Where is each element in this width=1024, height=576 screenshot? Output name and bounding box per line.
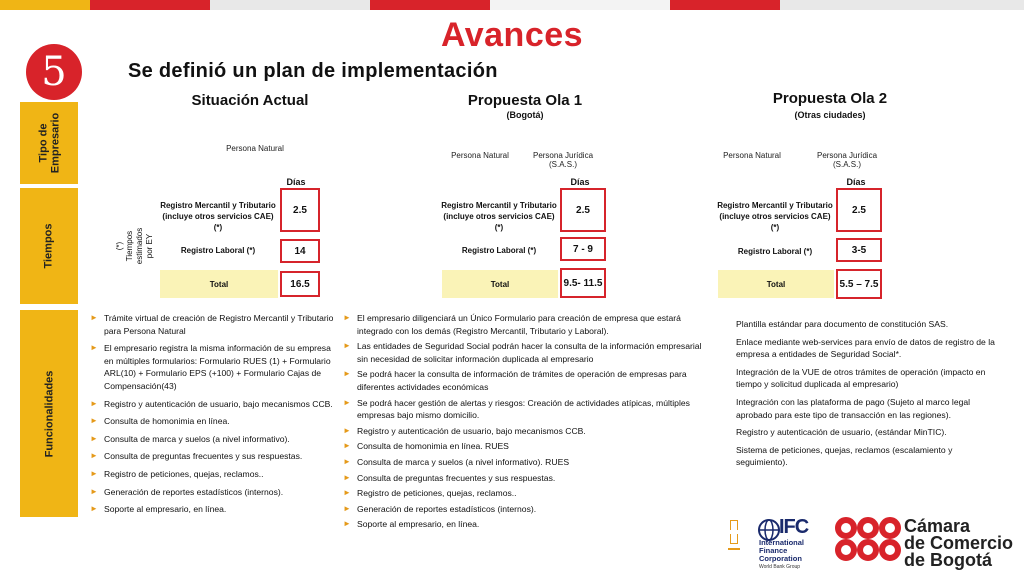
list-item: Integración de la VUE de otros trámites de operación (impacto en tiempo y solicitud duplicada al empresario) <box>736 366 986 390</box>
value-box: 7 - 9 <box>560 237 606 261</box>
col-ola1-persona-natural: Persona Natural <box>451 151 509 160</box>
col-ola1-subtitle: (Bogotá) <box>506 110 544 120</box>
list-item: ► Las entidades de Seguridad Social podrán hacer la consulta de la información empresarial sin necesidad de solicitar información duplicada al empresario <box>343 341 702 364</box>
ifc-tagline: World Bank Group <box>759 564 801 570</box>
row-total-label: Total <box>442 270 558 298</box>
list-item: ► Se podrá hacer la consulta de información de trámites de operación de empresas para diferentes actividades económicas <box>343 369 687 392</box>
tiempos-note-text: (*) Tiempos estimados por EY <box>115 227 154 265</box>
bullet-arrow-icon: ► <box>343 519 351 529</box>
sidebar-tiempos-label: Tiempos <box>43 223 55 269</box>
value-box: 5.5 – 7.5 <box>836 269 882 299</box>
bullet-arrow-icon: ► <box>90 416 98 426</box>
bullet-arrow-icon: ► <box>90 343 98 353</box>
value-box: 14 <box>280 239 320 263</box>
features-ola1-list <box>343 312 708 534</box>
features-ola2-list <box>736 318 996 474</box>
ccb-logo-mark <box>832 516 904 562</box>
list-item: ► Se podrá hacer gestión de alertas y riesgos: Creación de actividades atípicas, múltiples empresas bajo mismo domicilio. <box>343 397 690 421</box>
list-item: ► Soporte al empresario, en línea. <box>343 519 480 530</box>
row-registro-mercantil-label: Registro Mercantil y Tributario (incluye otros servicios CAE) (*) <box>717 201 833 232</box>
list-item: ► Generación de reportes estadísticos (internos). <box>90 486 284 497</box>
top-color-bar <box>0 0 1024 10</box>
page-title: Avances <box>440 16 584 54</box>
list-item: ► Consulta de preguntas frecuentes y sus respuestas. <box>343 472 556 483</box>
list-item: Sistema de peticiones, quejas, reclamos (escalamiento y seguimiento). <box>736 444 953 468</box>
features-actual-list <box>90 312 340 521</box>
ccb-line2: de Comercio <box>904 533 1014 553</box>
list-item: ► Registro y autenticación de usuario, bajo mecanismos CCB. <box>90 398 333 409</box>
col-actual-persona: Persona Natural <box>226 144 284 153</box>
bullet-arrow-icon: ► <box>90 433 98 443</box>
row-registro-laboral-label: Registro Laboral (*) <box>737 247 813 256</box>
col-actual-dias: Días <box>286 177 306 187</box>
value-box: 16.5 <box>280 271 320 297</box>
col-ola2-persona-natural: Persona Natural <box>723 151 781 160</box>
value-box: 2.5 <box>836 188 882 232</box>
tiempos-note <box>115 196 154 296</box>
sidebar-funcionalidades-label: Funcionalidades <box>43 370 56 457</box>
bullet-arrow-icon: ► <box>343 456 351 466</box>
list-item: Registro y autenticación de usuario, (estándar MinTIC). <box>736 427 947 438</box>
sidebar-tiempos <box>20 188 78 304</box>
list-item: ► Consulta de homonimia en línea. RUES <box>343 441 509 452</box>
list-item: ► Consulta de marca y suelos (a nivel informativo). <box>90 433 290 444</box>
bullet-arrow-icon: ► <box>343 503 351 513</box>
bullet-arrow-icon: ► <box>90 313 98 322</box>
step-number-badge: 5 <box>26 44 82 100</box>
list-item: ► Registro de peticiones, quejas, reclamos.. <box>343 488 517 499</box>
row-registro-mercantil-label: Registro Mercantil y Tributario (incluye otros servicios CAE) (*) <box>160 201 276 232</box>
ifc-line2: Finance <box>759 546 788 555</box>
list-item: ► El empresario diligenciará un Único Formulario para creación de empresa que estará integrado con los demás (Registro Mercantil, Tributario y Laboral). <box>343 313 681 336</box>
list-item: Enlace mediante web-services para envío de datos de registro de la empresa a entidades de Seguridad Social*. <box>736 336 995 360</box>
row-total-label: Total <box>718 270 834 298</box>
list-item: Integración con las plataforma de pago (Sujeto al marco legal aprobado para este tipo de transacción en las regiones). <box>736 396 971 420</box>
col-ola2-subtitle: (Otras ciudades) <box>794 110 866 120</box>
bullet-arrow-icon: ► <box>343 341 351 351</box>
col-actual-title: Situación Actual <box>191 92 309 109</box>
value-box: 2.5 <box>280 188 320 232</box>
list-item: Plantilla estándar para documento de constitución SAS. <box>736 319 949 329</box>
list-item: ► Registro de peticiones, quejas, reclamos.. <box>90 468 264 479</box>
bullet-arrow-icon: ► <box>343 313 351 322</box>
bullet-arrow-icon: ► <box>90 468 98 478</box>
value-box: 2.5 <box>560 188 606 232</box>
sidebar-tipo-empresario <box>20 102 78 184</box>
row-registro-laboral-label: Registro Laboral (*) <box>180 246 256 255</box>
bullet-arrow-icon: ► <box>90 504 98 514</box>
col-ola2-title: Propuesta Ola 2 <box>772 90 888 107</box>
list-item: ► Consulta de homonimia en línea. <box>90 416 230 427</box>
ccb-line1: Cámara <box>904 516 971 536</box>
list-item: ► El empresario registra la misma información de su empresa en múltiples formularios: Formulario RUES (1) + Formulario ARL(10) + Formulario EPS (+100) + Formulario Cajas de Compensación(43) <box>90 343 331 391</box>
bullet-arrow-icon: ► <box>343 425 351 435</box>
ifc-name: IFC <box>779 516 809 538</box>
list-item: ► Consulta de marca y suelos (a nivel informativo). RUES <box>343 456 570 467</box>
bullet-arrow-icon: ► <box>90 451 98 461</box>
col-ola2-persona-juridica: Persona Jurídica (S.A.S.) <box>816 151 878 169</box>
value-box: 9.5- 11.5 <box>560 268 606 298</box>
sidebar-tipo-label: Tipo de Empresario <box>37 112 61 174</box>
bullet-arrow-icon: ► <box>343 397 351 407</box>
list-item: ► Trámite virtual de creación de Registro Mercantil y Tributario para Persona Natural <box>90 313 334 336</box>
row-total-label: Total <box>160 270 278 298</box>
row-registro-laboral-label: Registro Laboral (*) <box>461 246 537 255</box>
bullet-arrow-icon: ► <box>343 472 351 482</box>
ifc-line1: International <box>759 538 805 547</box>
col-ola1-dias: Días <box>570 177 590 187</box>
bullet-arrow-icon: ► <box>343 488 351 498</box>
sidebar-funcionalidades <box>20 310 78 517</box>
small-mark-icon <box>728 518 742 556</box>
row-registro-mercantil-label: Registro Mercantil y Tributario (incluye otros servicios CAE) (*) <box>441 201 557 232</box>
value-box: 3-5 <box>836 238 882 262</box>
bullet-arrow-icon: ► <box>90 486 98 496</box>
bullet-arrow-icon: ► <box>90 398 98 408</box>
ccb-logo-text <box>904 518 1013 569</box>
list-item: ► Generación de reportes estadísticos (internos). <box>343 503 537 514</box>
ccb-line3: de Bogotá <box>904 550 992 570</box>
col-ola1-persona-juridica: Persona Jurídica (S.A.S.) <box>532 151 594 169</box>
col-ola2-dias: Días <box>846 177 866 187</box>
list-item: ► Registro y autenticación de usuario, bajo mecanismos CCB. <box>343 425 586 436</box>
ccb-rings-icon <box>832 516 904 562</box>
ifc-line3: Corporation <box>759 554 802 563</box>
col-ola1-title: Propuesta Ola 1 <box>467 92 583 109</box>
list-item: ► Soporte al empresario, en línea. <box>90 504 227 515</box>
list-item: ► Consulta de preguntas frecuentes y sus respuestas. <box>90 451 303 462</box>
bullet-arrow-icon: ► <box>343 441 351 451</box>
page-subtitle: Se definió un plan de implementación <box>128 60 498 82</box>
bullet-arrow-icon: ► <box>343 369 351 379</box>
ifc-logo <box>757 516 819 572</box>
